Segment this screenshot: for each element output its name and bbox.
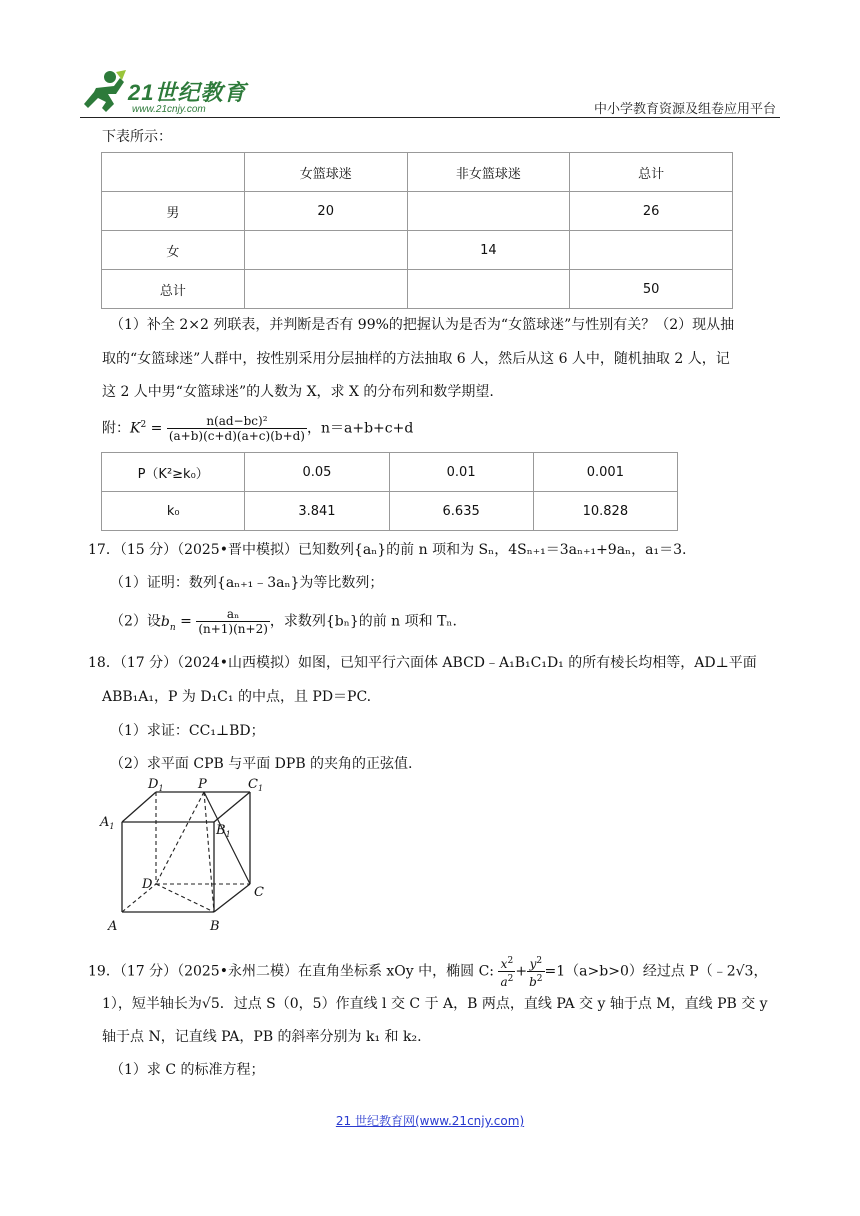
q17-stem: 17．（15 分）（2025•晋中模拟）已知数列{aₙ}的前 n 项和为 Sₙ，4Sₙ₊₁＝3aₙ₊₁+9aₙ，a₁＝3. [88,542,687,558]
table-row [102,153,733,192]
q18-part-2: （2）求平面 CPB 与平面 DPB 的夹角的正弦值. [110,756,413,772]
table-cell: 女 [102,231,245,270]
label-a1: $A_1$ [100,815,115,831]
q17-part-2-suffix: ，求数列{bₙ}的前 n 项和 Tₙ. [269,613,457,630]
table-cell: P（K²≥k₀） [102,453,245,492]
formula-denominator: (a+b)(c+d)(a+c)(b+d) [168,429,305,443]
site-logo [80,68,260,116]
table-cell: 0.05 [245,453,389,492]
bn-numerator: aₙ [196,607,270,622]
q17-part-1: （1）证明：数列{aₙ₊₁﹣3aₙ}为等比数列； [110,575,384,591]
table-row [102,453,678,492]
q19-line-1-prefix: 19．（17 分）（2025•永州二模）在直角坐标系 xOy 中，椭圆 C: [88,963,495,980]
footer [0,1112,860,1129]
table-row [102,192,733,231]
q17-part-2-prefix: （2）设 [110,613,161,630]
table-cell: 10.828 [533,492,677,531]
label-c: C [254,885,264,900]
q17-part-2: （2）设$b_n$ = $\frac{\text{aₙ}}{(n+1)(n+2)}$ ，求数列{bₙ}的前 n 项和 Tₙ. [110,607,457,636]
table-cell: 女篮球迷 [244,153,407,192]
q19-line-3: 轴于点 N，记直线 PA，PB 的斜率分别为 k₁ 和 k₂. [102,1029,422,1045]
q19-part-1: （1）求 C 的标准方程； [110,1062,265,1078]
label-c1: $C_1$ [248,777,264,793]
bn-formula [196,607,270,636]
label-d: D [142,877,153,892]
critical-value-table [101,452,678,531]
q16-line-1: （1）补全 2×2 列联表，并判断是否有 99%的把握认为是否为“女篮球迷”与性别有关？（2）现从抽 [110,317,735,333]
table-row [102,231,733,270]
formula-numerator: n(ad−bc)² [167,414,307,429]
q18-line-1: 18．（17 分）（2024•山西模拟）如图，已知平行六面体 ABCD﹣A₁B₁C₁D₁ 的所有棱长均相等，AD⊥平面 [88,655,757,671]
q19-line-2: 1），短半轴长为√5．过点 S（0，5）作直线 l 交 C 于 A，B 两点，直线 PA 交 y 轴于点 M，直线 PB 交 y [102,996,768,1012]
table-cell: 总计 [102,270,245,309]
runner-icon [80,68,130,116]
table-cell [407,192,570,231]
footer-link[interactable]: 21 世纪教育网(www.21cnjy.com) [335,1114,525,1128]
q16-line-2: 取的“女篮球迷”人群中，按性别采用分层抽样的方法抽取 6 人，然后从这 6 人中，随机抽取 2 人，记 [102,351,730,367]
q18-line-2: ABB₁A₁，P 为 D₁C₁ 的中点，且 PD＝PC. [102,689,372,705]
table-cell [244,270,407,309]
q16-line-3: 这 2 人中男“女篮球迷”的人数为 X，求 X 的分布列和数学期望. [102,384,494,400]
table-row [102,270,733,309]
bn-denominator: (n+1)(n+2) [198,622,268,636]
formula-appendix: 附：$K^2$ = $\frac{\text{n(ad−bc)²}}{(a+b)(c+d)(a+c)(b+d)}$ ，n＝a+b+c+d [102,414,414,443]
table-cell [244,231,407,270]
table-cell: k₀ [102,492,245,531]
table-cell: 14 [407,231,570,270]
label-p: P [198,777,207,792]
label-b: B [210,919,220,934]
platform-title: 中小学教育资源及组卷应用平台 [593,102,776,117]
parallelepiped-figure [98,774,278,934]
table-cell: 50 [570,270,733,309]
x2-over-a2: $\frac{x^2}{a^2}$ [500,956,514,989]
intro-text: 下表所示： [102,129,172,145]
contingency-table [101,152,733,309]
q18-part-1: （1）求证：CC₁⊥BD； [110,723,265,739]
q19-line-1-suffix: =1（a>b>0）经过点 P（﹣2√3， [544,963,768,980]
table-cell: 0.01 [389,453,533,492]
table-cell: 20 [244,192,407,231]
table-cell: 6.635 [389,492,533,531]
table-cell: 26 [570,192,733,231]
table-cell: 非女篮球迷 [407,153,570,192]
logo-text: 21世纪教育 [128,80,247,105]
table-cell [102,153,245,192]
appendix-label: 附： [102,420,130,437]
table-cell: 男 [102,192,245,231]
formula-tail: ，n＝a+b+c+d [307,420,414,437]
table-cell: 总计 [570,153,733,192]
k2-formula [167,414,307,443]
header-divider [80,117,780,118]
q19-line-1: 19．（17 分）（2025•永州二模）在直角坐标系 xOy 中，椭圆 C: $\frac{x^2}{a^2}$ + $\frac{y^2}{b^2}$ =1（a>b>0）经过点 P（﹣2√3， [88,956,768,989]
label-b1: $B_1$ [216,823,231,839]
logo-url: www.21cnjy.com [132,104,206,115]
table-cell: 0.001 [533,453,677,492]
y2-over-b2: $\frac{y^2}{b^2}$ [529,956,543,989]
table-cell [570,231,733,270]
label-a: A [108,919,118,934]
table-cell: 3.841 [245,492,389,531]
table-row [102,492,678,531]
table-cell [407,270,570,309]
label-d1: $D_1$ [148,777,164,793]
